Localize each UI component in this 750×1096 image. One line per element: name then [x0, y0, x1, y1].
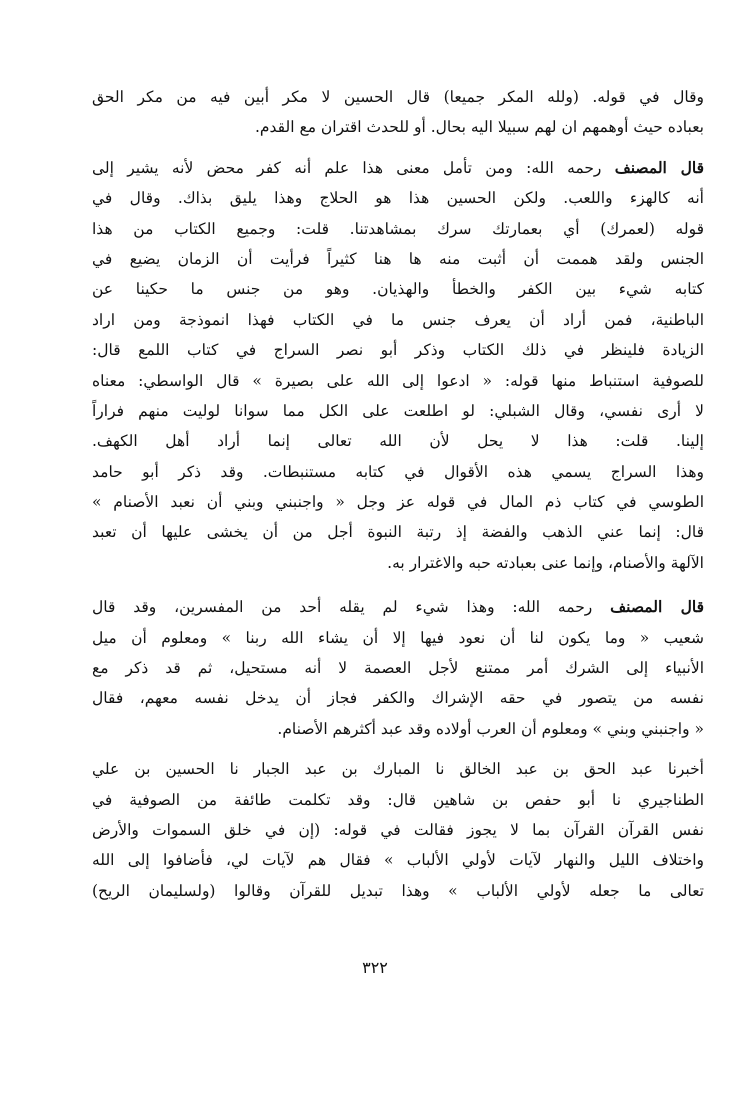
text-line: « واجنبني وبني » ومعلوم أن العرب أولاده وقد عبد أكثرهم الأصنام. [277, 719, 704, 738]
text-line: وقال في قوله. (ولله المكر جميعا) قال الحسين لا مكر أبين فيه من مكر الحق [92, 88, 704, 106]
paragraph-1 [92, 82, 704, 143]
text-line: الطناجيري نا أبو حفص بن شاهين قال: وقد تكلمت طائفة من الصوفية في [92, 790, 704, 809]
text-line: قوله (لعمرك) أي بعمارتك سرك بمشاهدتنا. قلت: وجميع الكتاب من هذا [92, 219, 704, 238]
text-line-rest: رحمه الله: وهذا شيء لم يقله أحد من المفسرين، وقد قال [92, 598, 593, 617]
paragraph-lead: قال المصنف [610, 597, 704, 617]
text-line: أخبرنا عبد الحق بن عبد الخالق نا المبارك بن عبد الجبار نا الحسين بن علي [92, 760, 704, 779]
page-number: ٣٢٢ [362, 958, 388, 977]
text-line: واختلاف الليل والنهار لآيات لأولي الألباب » فقال هم لآيات لي، فأضافوا إلى الله [92, 851, 704, 870]
text-line: أنه كالهزء واللعب. ولكن الحسين هذا هو الحلاج وهذا يليق بذاك. وقال في [92, 189, 704, 208]
text-line: الجنس ولقد هممت أن أثبت منه ها هنا كثيراً فرأيت أن الزمان يضيع في [92, 249, 704, 268]
text-line: شعيب « وما يكون لنا أن نعود فيها إلا أن يشاء الله ربنا » ومعلوم أن ميل [92, 628, 704, 647]
document-body [92, 82, 704, 906]
text-line: إلينا. قلت: هذا لا يحل لأن الله تعالى إنما أراد أهل الكهف. [92, 432, 704, 451]
text-line: كتابه شيء بين الكفر والخطأ والهذيان. وهو من جنس ما حكينا عن [92, 280, 704, 299]
text-line: وهذا السراج يسمي هذه الأقوال في كتابه مستنبطات. وقد ذكر أبو حامد [92, 462, 704, 481]
text-line: الباطنية، فمن أراد أن يعرف جنس ما في الكتاب فهذا انموذجة ومن اراد [92, 310, 704, 329]
paragraph-lead: قال المصنف [614, 157, 704, 177]
text-line-with-lead [92, 592, 704, 622]
text-line-rest: رحمه الله: ومن تأمل معنى هذا علم أنه كفر محض لأنه يشير إلى [92, 158, 602, 177]
text-line: الزيادة فلينظر في ذلك الكتاب وذكر أبو نصر السراج في كتاب اللمع قال: [92, 341, 704, 360]
text-line: للصوفية استنباط منها قوله: « ادعوا إلى الله على بصيرة » قال الواسطي: معناه [92, 371, 704, 390]
text-line: لا أرى نفسي، وقال الشبلي: لو اطلعت على الكل مما سوانا لوليت منهم فراراً [92, 401, 704, 420]
text-line-with-lead [92, 153, 704, 183]
paragraph-4 [92, 754, 704, 906]
paragraph-3 [92, 592, 704, 744]
text-line: نفس القرآن القرآن بما لا يجوز فقالت في قوله: (إن في خلق السموات والأرض [92, 820, 704, 839]
text-line: الطوسي في كتاب ذم المال في قوله عز وجل « واجنبني وبني أن نعبد الأصنام » [92, 493, 704, 512]
text-line: الأنبياء إلى الشرك أمر ممتنع لأجل العصمة لا أنه مستحيل، ثم قد ذكر مع [92, 659, 704, 678]
paragraph-2 [92, 153, 704, 578]
text-line: بعباده حيث أوهمهم ان لهم سبيلا اليه بحال. أو للحدث اقتران مع القدم. [254, 118, 704, 137]
text-line: قال: إنما عني الذهب والفضة إذ رتبة النبوة أجل من أن يخشى عليها أن تعبد [92, 523, 704, 542]
text-line: الآلهة والأصنام، وإنما عنى بعبادته حبه والاغترار به. [387, 553, 704, 572]
text-line: تعالى ما جعله لأولي الألباب » وهذا تبديل للقرآن وقالوا (ولسليمان الريح) [92, 881, 704, 900]
text-line: نفسه من يتصور في حقه الإشراك والكفر فجاز أن يدخل نفسه معهم، فقال [92, 689, 704, 708]
